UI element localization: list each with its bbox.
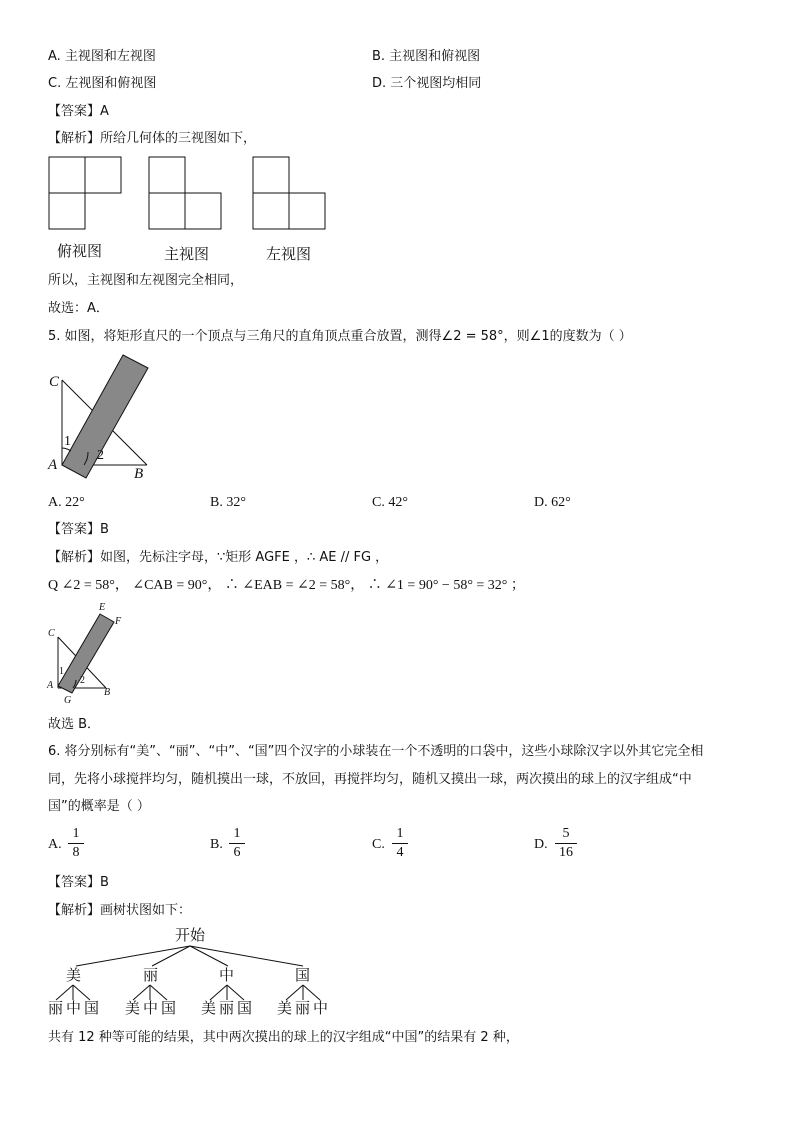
q5-stem: 5. 如图，将矩形直尺的一个顶点与三角尺的直角顶点重合放置，测得∠2 = 58°，则∠1的度数为（ ） — [48, 329, 632, 344]
q5-fig2-label-b: B — [104, 687, 111, 698]
q5-analysis-2: Q ∠2 = 58°， ∠CAB = 90°， ∴ ∠EAB = ∠2 = 58°， ∴ ∠1 = 90° − 58° = 32° ； — [48, 578, 525, 593]
q6-analysis: 【解析】画树状图如下： — [48, 903, 192, 918]
tree-l2-node: 中 — [143, 1001, 159, 1017]
q5-choose: 故选 B． — [48, 717, 101, 732]
q6-stem-line-3: 国”的概率是（ ） — [48, 799, 150, 814]
q6-stem-line-2: 同，先将小球搅拌均匀，随机摸出一球，不放回，再搅拌均匀，随机又摸出一球，两次摸出的球上的汉字组成“中 — [48, 772, 692, 787]
q4-choose: 故选：A． — [48, 301, 109, 316]
tree-l2-node: 国 — [161, 1001, 177, 1017]
q4-analysis: 【解析】所给几何体的三视图如下， — [48, 131, 257, 146]
q5-angle-1: 1 — [64, 434, 71, 449]
q5-fig2-label-a: A — [47, 680, 54, 691]
q6-option-a-denominator: 8 — [72, 845, 80, 860]
tree-l2-node: 国 — [84, 1001, 100, 1017]
q4-answer: 【答案】A — [48, 104, 109, 119]
q5-fig2-label-g: G — [64, 695, 72, 706]
q6-option-d-numerator: 5 — [562, 826, 570, 841]
q6-option-b-numerator: 1 — [233, 826, 241, 841]
q4-option-c: C. 左视图和俯视图 — [48, 76, 157, 91]
q6-conclusion: 共有 12 种等可能的结果，其中两次摸出的球上的汉字组成“中国”的结果有 2 种， — [48, 1030, 519, 1045]
q5-label-b: B — [134, 466, 144, 482]
q5-fig2-angle-1: 1 — [59, 666, 64, 677]
q6-option-c-denominator: 4 — [396, 845, 404, 860]
q5-fig2-label-c: C — [48, 628, 55, 639]
q5-analysis-1: 【解析】如图，先标注字母，∵矩形 AGFE ，∴ AE // FG ， — [48, 550, 389, 565]
q6-option-b-prefix: B. — [210, 837, 223, 852]
q6-option-a-prefix: A. — [48, 837, 62, 852]
front-view-label: 主视图 — [164, 247, 210, 263]
tree-l2-node: 丽 — [219, 1001, 235, 1017]
q5-angle-2: 2 — [97, 448, 104, 463]
tree-root: 开始 — [175, 928, 206, 944]
tree-l2-node: 丽 — [295, 1001, 311, 1017]
tree-l2-node: 美 — [201, 1001, 217, 1017]
q6-option-a-numerator: 1 — [72, 826, 80, 841]
tree-l1-node: 国 — [295, 968, 311, 984]
q6-option-d-denominator: 16 — [559, 845, 573, 860]
top-view-label: 俯视图 — [57, 244, 103, 260]
tree-l2-node: 国 — [237, 1001, 253, 1017]
q4-conclusion: 所以，主视图和左视图完全相同， — [48, 273, 244, 288]
q5-fig2-label-f: F — [115, 616, 122, 627]
q6-answer: 【答案】B — [48, 875, 109, 890]
tree-l1-node: 丽 — [143, 968, 159, 984]
q5-fig2-angle-2: 2 — [80, 675, 85, 686]
q5-label-c: C — [49, 374, 60, 390]
tree-l1-node: 中 — [219, 968, 235, 984]
tree-l2-node: 中 — [66, 1001, 82, 1017]
tree-l2-node: 美 — [125, 1001, 141, 1017]
q6-option-c-numerator: 1 — [396, 826, 404, 841]
tree-l2-node: 中 — [313, 1001, 329, 1017]
q5-option-c: C. 42° — [372, 495, 408, 510]
q4-option-a: A. 主视图和左视图 — [48, 49, 156, 64]
q5-fig2-label-e: E — [99, 602, 106, 613]
q6-option-d-prefix: D. — [534, 837, 548, 852]
left-view-label: 左视图 — [266, 247, 312, 263]
q6-option-c-prefix: C. — [372, 837, 385, 852]
tree-l1-node: 美 — [66, 968, 82, 984]
q5-option-b: B. 32° — [210, 495, 246, 510]
q5-label-a: A — [48, 457, 58, 473]
q4-option-d: D. 三个视图均相同 — [372, 76, 482, 91]
q5-answer: 【答案】B — [48, 522, 109, 537]
q5-option-d: D. 62° — [534, 495, 571, 510]
q4-option-b: B. 主视图和俯视图 — [372, 49, 481, 64]
tree-l2-node: 美 — [277, 1001, 293, 1017]
q6-stem-line-1: 6. 将分别标有“美”、“丽”、“中”、“国”四个汉字的小球装在一个不透明的口袋中，这些小球除汉字以外其它完全相 — [48, 744, 704, 759]
tree-l2-node: 丽 — [48, 1001, 64, 1017]
q6-option-b-denominator: 6 — [233, 845, 241, 860]
q5-option-a: A. 22° — [48, 495, 85, 510]
